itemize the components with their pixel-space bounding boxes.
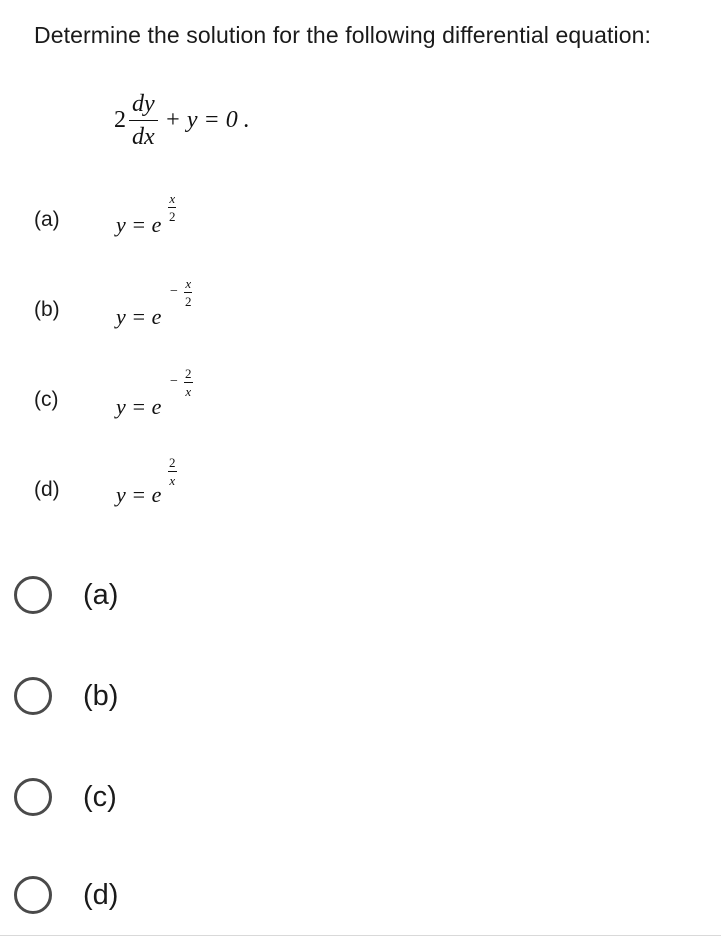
- radio-b[interactable]: [14, 677, 52, 715]
- choice-a-label[interactable]: (a): [83, 578, 119, 611]
- radio-c[interactable]: [14, 778, 52, 816]
- option-d-expression: [116, 455, 176, 508]
- radio-a[interactable]: [14, 576, 52, 614]
- option-a-label: (a): [34, 208, 60, 231]
- option-c-expression: [116, 366, 192, 420]
- derivative-fraction: [129, 92, 158, 149]
- question-text: Determine the solution for the following differential equation:: [34, 22, 652, 48]
- option-b-expression: [116, 276, 192, 330]
- option-b-exponent-numerator: x: [185, 276, 192, 291]
- option-c-exponent-denominator: x: [185, 384, 192, 399]
- option-b-exponent-denominator: 2: [185, 294, 192, 309]
- option-c-exponent: [184, 367, 193, 398]
- option-b-exponent-sign: −: [170, 284, 178, 299]
- choice-c-label[interactable]: (c): [83, 780, 117, 813]
- fraction-numerator: dy: [129, 92, 158, 121]
- choice-d[interactable]: [14, 876, 118, 914]
- option-c-exponent-sign: −: [170, 374, 178, 389]
- option-b-label: (b): [34, 298, 60, 321]
- option-b-lhs: y = e: [116, 304, 162, 329]
- option-b-exponent: [184, 277, 193, 308]
- option-a-exponent-numerator: x: [169, 191, 176, 206]
- equation-rest: + y = 0 .: [164, 106, 250, 133]
- option-d-exponent-denominator: x: [169, 473, 176, 488]
- choice-c[interactable]: [14, 778, 117, 816]
- option-a-lhs: y = e: [116, 212, 162, 237]
- option-a-exponent-denominator: 2: [169, 209, 176, 224]
- equation-coefficient: 2: [114, 106, 126, 133]
- option-c-lhs: y = e: [116, 394, 162, 419]
- option-c-label: (c): [34, 388, 59, 411]
- option-c-exponent-numerator: 2: [185, 366, 192, 381]
- choice-b-label[interactable]: (b): [83, 679, 119, 712]
- choice-b[interactable]: [14, 677, 118, 715]
- option-a-exponent: [168, 192, 177, 223]
- bottom-divider: [0, 935, 721, 936]
- option-a-expression: [116, 191, 176, 238]
- option-d-exponent-numerator: 2: [169, 455, 176, 470]
- differential-equation: [114, 88, 250, 152]
- choice-a[interactable]: [14, 576, 118, 614]
- option-d-lhs: y = e: [116, 482, 162, 507]
- option-d-exponent: [168, 456, 177, 487]
- fraction-denominator: dx: [132, 123, 155, 150]
- choice-d-label[interactable]: (d): [83, 878, 119, 911]
- radio-d[interactable]: [14, 876, 52, 914]
- option-d-label: (d): [34, 478, 60, 501]
